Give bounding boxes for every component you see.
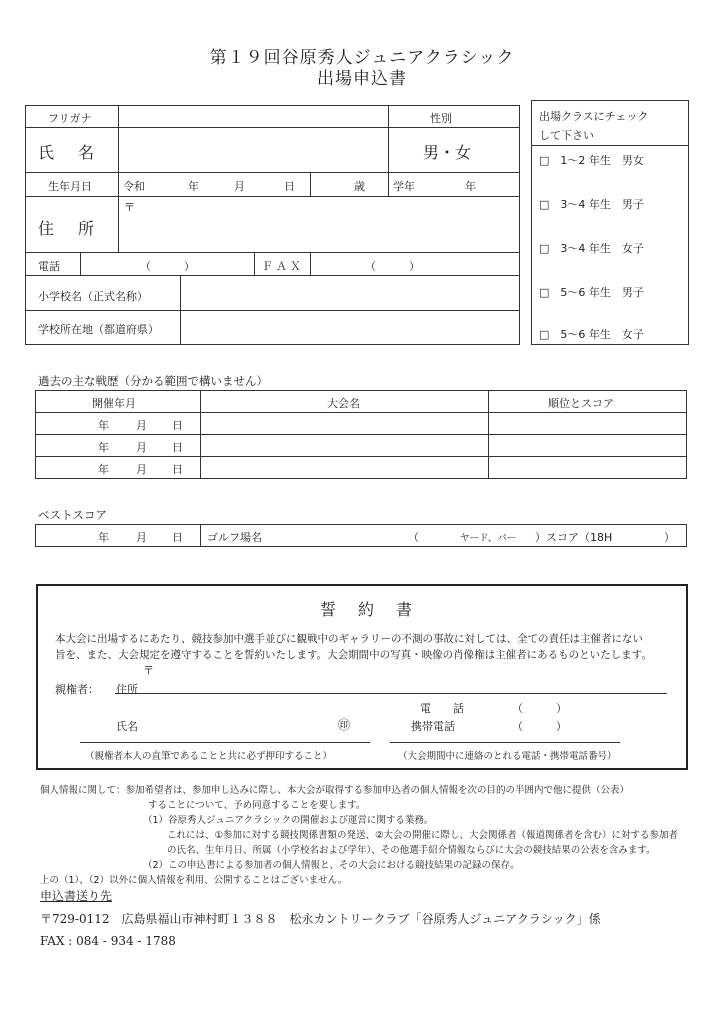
send-to-heading: 申込書送り先 (40, 889, 113, 903)
score-label: ）スコア（18H (535, 531, 613, 544)
gender-label: 性別 (430, 112, 452, 125)
birth-month-unit: 月 (234, 180, 245, 193)
guardian-name-field[interactable] (160, 712, 330, 732)
guardian-name-label: 氏名 (116, 720, 138, 733)
gender-options[interactable]: 男・女 (423, 143, 472, 162)
history-month-unit: 月 (136, 419, 147, 432)
class-option-1-2-mixed[interactable]: □ 1〜2 年生 男女 (539, 154, 644, 167)
birthday-label: 生年月日 (48, 180, 92, 193)
class-option-3-4-girls[interactable]: □ 3〜4 年生 女子 (539, 242, 644, 255)
yard-par-label: ヤード、パー (460, 533, 517, 544)
history-year-unit: 年 (98, 419, 109, 432)
history-month-unit: 月 (136, 463, 147, 476)
best-year-unit: 年 (98, 531, 109, 544)
address-label: 住 所 (38, 219, 99, 238)
best-score-heading: ベストスコア (38, 508, 107, 522)
furigana-label: フリガナ (48, 112, 92, 125)
era-label: 令和 (123, 180, 145, 193)
pledge-text-line1: 本大会に出場するにあたり、競技参加中選手並びに観戦中のギャラリーの不測の事故に対しては、全ての責任は主催者にない (55, 633, 643, 645)
pledge-note-left: （親権者本人の直筆であることと共に必ず押印すること） (85, 751, 333, 762)
history-col-rank: 順位とスコア (548, 397, 614, 410)
grade-label: 学年 (393, 180, 415, 193)
history-month-unit: 月 (136, 441, 147, 454)
history-day-unit: 日 (172, 419, 183, 432)
school-location-field[interactable] (182, 313, 518, 343)
guardian-mobile-label: 携帯電話 (411, 720, 455, 733)
grade-unit: 年 (465, 180, 476, 193)
class-option-3-4-boys[interactable]: □ 3〜4 年生 男子 (539, 198, 644, 211)
privacy-line1: 個人情報に関して：参加希望者は、参加申し込みに際し、本大会が取得する参加申込者の個人情報を次の目的の半囲内で他に提供（公表） (40, 785, 630, 796)
address-field[interactable] (120, 212, 518, 250)
score-close-paren: ） (664, 531, 675, 544)
privacy-line5: の氏名、生年月日、所属（小学校名および学年）、その他選手紹介情報ならびに大会の競技結果の公表を含みます。 (167, 845, 656, 856)
seal-mark: ㊞ (338, 718, 351, 732)
birth-year-unit: 年 (188, 180, 199, 193)
school-location-label: 学校所在地（都道府県） (38, 323, 159, 336)
privacy-line2: することについて、予め同意することを要します。 (148, 800, 366, 811)
pledge-title: 誓 約 書 (320, 600, 416, 619)
class-heading-line1: 出場クラスにチェック (539, 110, 649, 123)
guardian-mobile-field[interactable]: （ ） (512, 720, 567, 733)
phone-field[interactable]: （ ） (140, 260, 195, 273)
phone-underline (390, 742, 620, 743)
form-title: 第１９回谷原秀人ジュニアクラシック (209, 48, 515, 68)
privacy-line4: これには、①参加に対する競技関係書類の発送、②大会の開催に際し、大会関係者（報道関係者を含む）に対する参加者 (167, 830, 679, 841)
guardian-address-field[interactable] (146, 674, 666, 692)
class-heading-line2: して下さい (539, 129, 594, 142)
age-unit: 歳 (354, 180, 365, 193)
history-col-date: 開催年月 (92, 397, 136, 410)
school-name-field[interactable] (182, 278, 518, 308)
school-name-label: 小学校名（正式名称） (38, 290, 148, 303)
address-underline (115, 693, 667, 694)
history-year-unit: 年 (98, 441, 109, 454)
name-label: 氏 名 (38, 143, 99, 162)
birth-day-unit: 日 (284, 180, 295, 193)
fax-field[interactable]: （ ） (365, 260, 420, 273)
history-col-event: 大会名 (327, 397, 360, 410)
furigana-field[interactable] (120, 108, 387, 126)
best-day-unit: 日 (172, 531, 183, 544)
name-underline (80, 742, 370, 743)
fax-label: ＦＡＸ (262, 260, 304, 273)
class-option-5-6-girls[interactable]: □ 5〜6 年生 女子 (539, 328, 644, 341)
address-postal-mark: 〒 (124, 201, 135, 214)
guardian-address-label: 住所 (116, 683, 138, 696)
best-month-unit: 月 (136, 531, 147, 544)
privacy-line3: （1）谷原秀人ジュニアクラシックの開催および運営に関する業務。 (143, 815, 434, 826)
pledge-note-right: （大会期間中に連絡のとれる電話・携帯電話番号） (398, 751, 617, 762)
pledge-postal-mark: 〒 (143, 664, 154, 677)
course-name-label: ゴルフ場名 (207, 531, 262, 544)
privacy-line6: （2）この申込書による参加者の個人情報と、その大会における競技結果の記録の保存。 (143, 860, 520, 871)
guardian-phone-label: 電 話 (420, 702, 464, 715)
history-day-unit: 日 (172, 441, 183, 454)
history-day-unit: 日 (172, 463, 183, 476)
name-field[interactable] (120, 130, 387, 170)
guardian-label: 親権者： (55, 683, 99, 696)
privacy-line7: 上の（1）、（2）以外に個人情報を利用、公開することはございません。 (40, 875, 348, 886)
send-to-address: 〒729-0112 広島県福山市神村町１３８８ 松永カントリークラブ「谷原秀人ジュニアクラシック」係 (40, 912, 601, 926)
yardage-open-paren: （ (408, 531, 419, 544)
pledge-text-line2: 旨を、また、大会規定を遵守することを誓約いたします。大会期間中の写真・映像の肖像権は主催者にあるものといたします。 (55, 649, 652, 661)
history-heading: 過去の主な戦歴（分かる範囲で構いません） (38, 374, 268, 388)
class-option-5-6-boys[interactable]: □ 5〜6 年生 男子 (539, 286, 644, 299)
phone-label: 電話 (38, 260, 60, 273)
history-year-unit: 年 (98, 463, 109, 476)
guardian-phone-field[interactable]: （ ） (512, 702, 567, 715)
send-to-fax: FAX : 084 - 934 - 1788 (40, 934, 176, 948)
form-subtitle: 出場申込書 (317, 69, 407, 89)
